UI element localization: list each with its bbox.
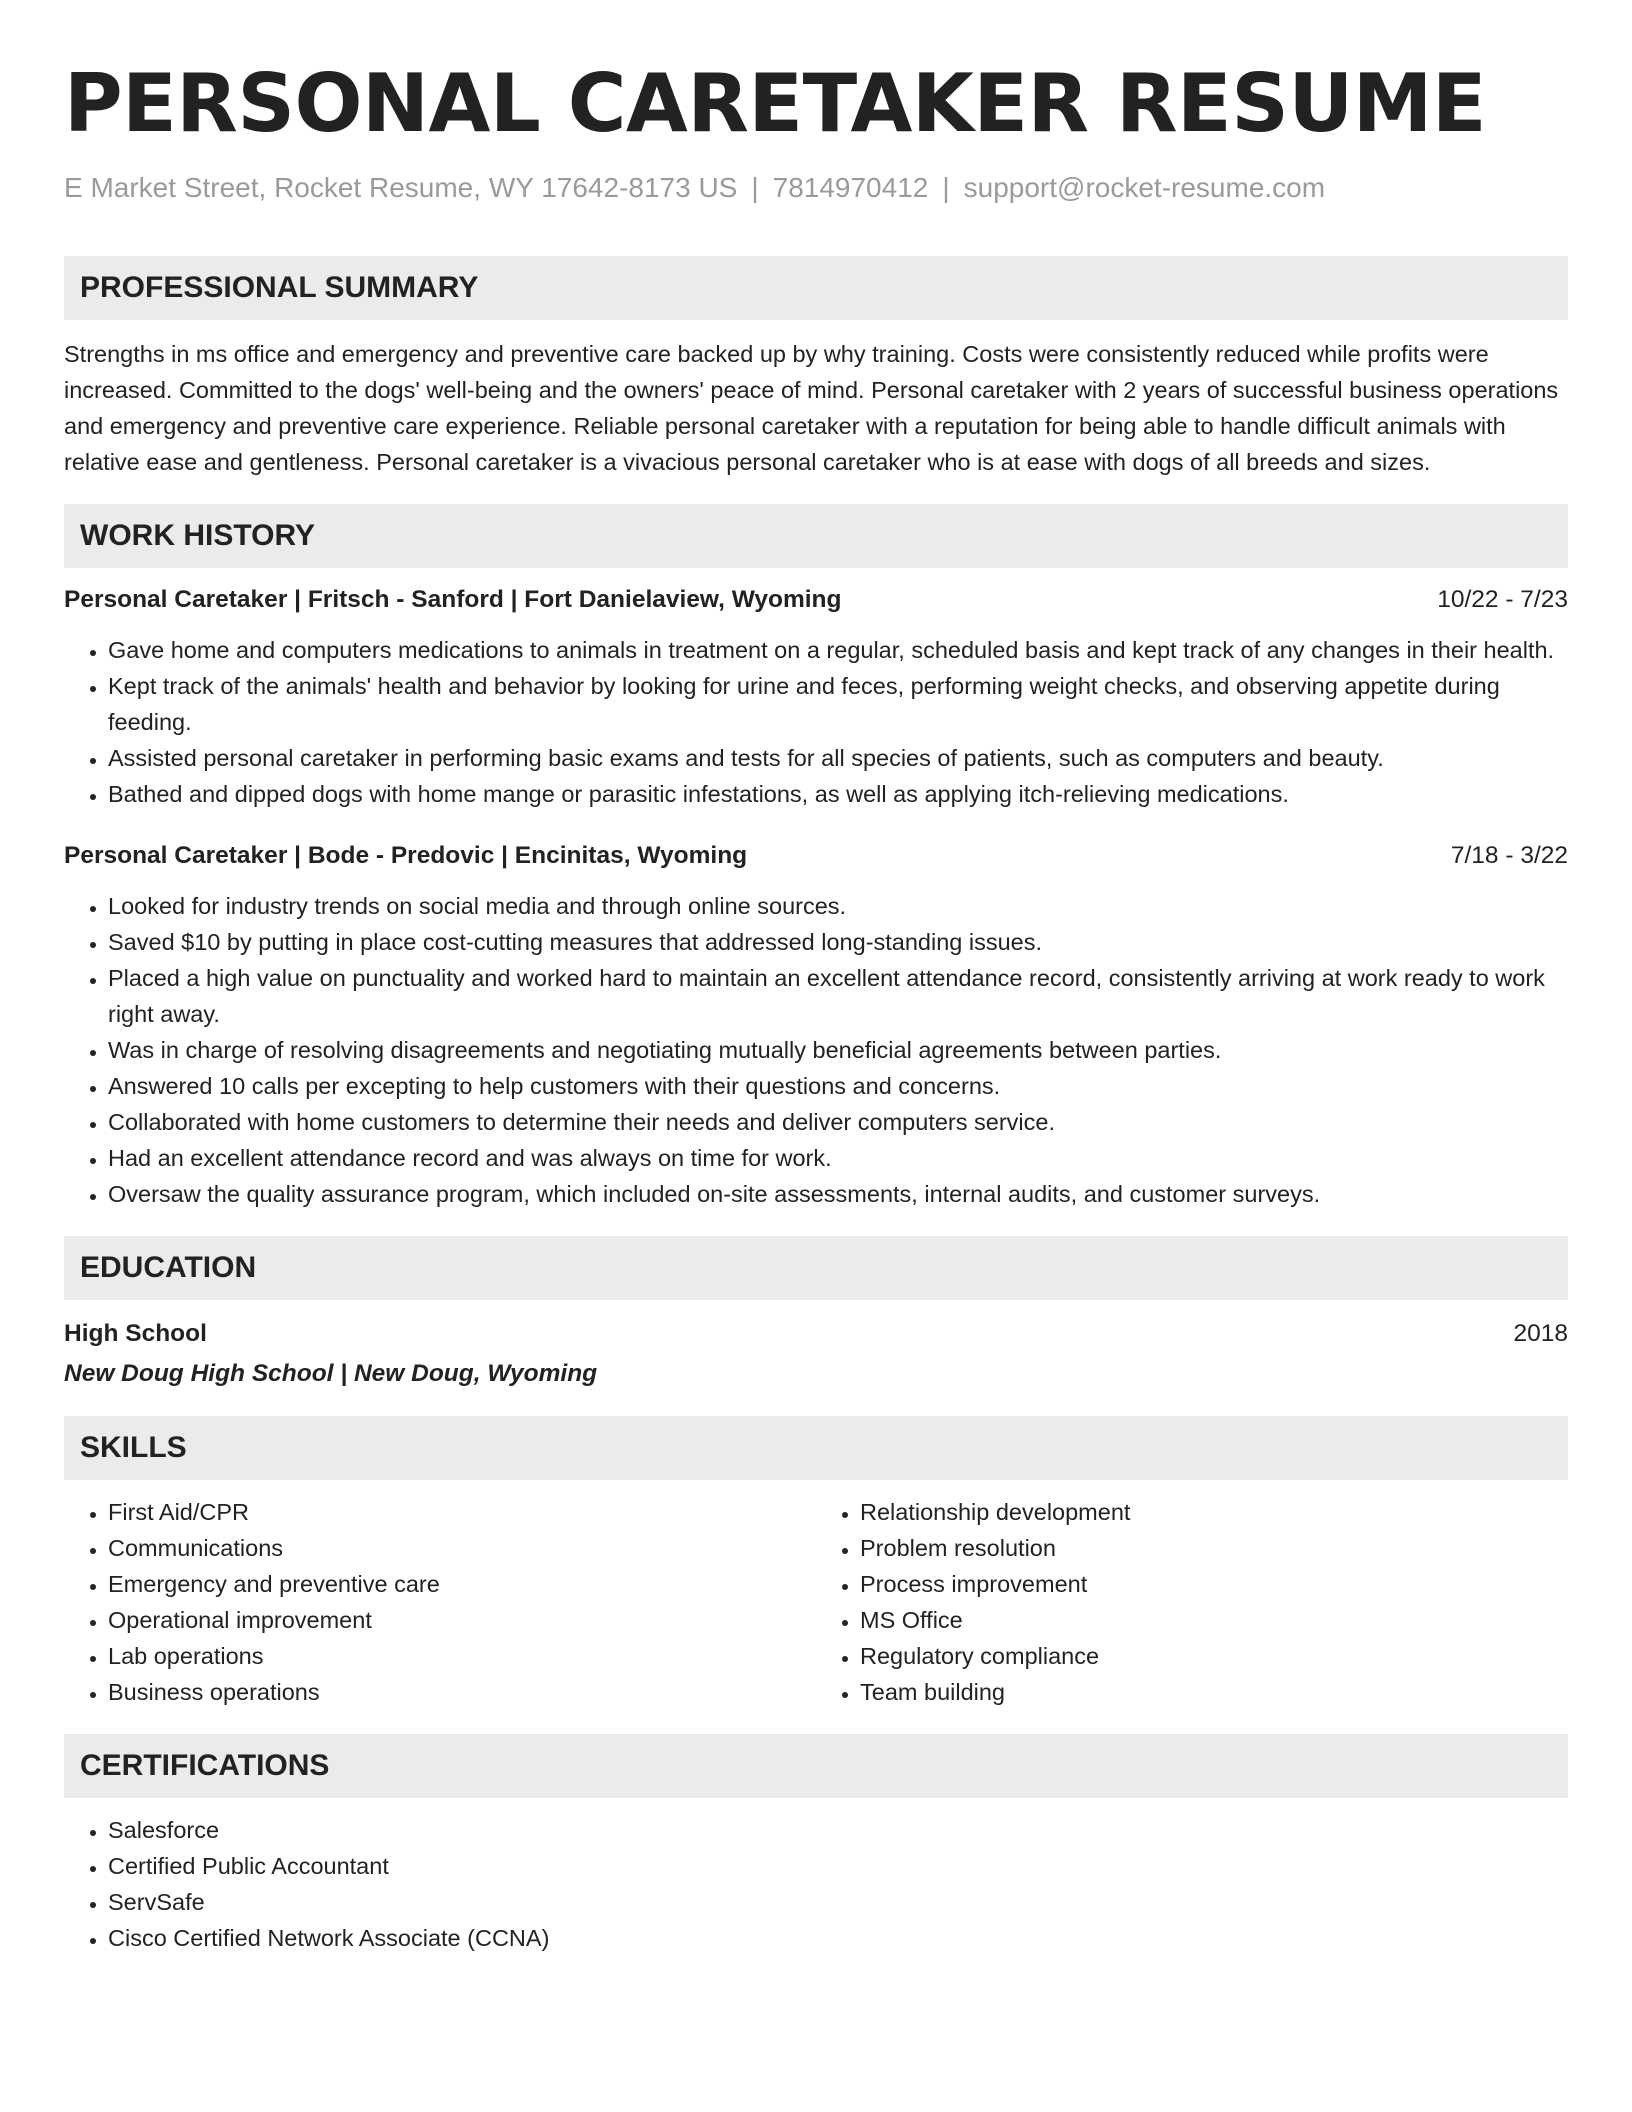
- job-bullet: • Collaborated with home customers to determine their needs and deliver computers service.: [108, 1104, 1568, 1140]
- skill-item: • Communications: [108, 1530, 816, 1566]
- job-bullet-list: [64, 632, 1568, 812]
- skill-item: • Regulatory compliance: [860, 1638, 1568, 1674]
- skill-item: • Emergency and preventive care: [108, 1566, 816, 1602]
- skill-item: • Problem resolution: [860, 1530, 1568, 1566]
- certifications-list: [64, 1812, 1568, 1956]
- certification-item: • ServSafe: [108, 1884, 1568, 1920]
- job-bullet: • Placed a high value on punctuality and worked hard to maintain an excellent attendance record, consistently arriving at work ready to work right away.: [108, 960, 1568, 1032]
- job-bullet: • Kept track of the animals' health and behavior by looking for urine and feces, performing weight checks, and observing appetite during feeding.: [108, 668, 1568, 740]
- education-header: [64, 1316, 1568, 1352]
- education-entry: [64, 1316, 1568, 1392]
- certification-item: • Salesforce: [108, 1812, 1568, 1848]
- education-school: New Doug High School | New Doug, Wyoming: [64, 1360, 598, 1387]
- certification-item: • Certified Public Accountant: [108, 1848, 1568, 1884]
- skills-list-left: [64, 1494, 816, 1710]
- education-section: [64, 1236, 1568, 1392]
- job-dates: 7/18 - 3/22: [1450, 842, 1568, 869]
- contact-line: [64, 170, 1568, 206]
- skill-item: • MS Office: [860, 1602, 1568, 1638]
- education-year: 2018: [1513, 1320, 1568, 1347]
- certifications-heading: CERTIFICATIONS: [64, 1734, 1568, 1798]
- job-bullet: • Answered 10 calls per excepting to help customers with their questions and concerns.: [108, 1068, 1568, 1104]
- job-entry: [64, 582, 1568, 812]
- job-entry: [64, 838, 1568, 1212]
- job-bullet: • Had an excellent attendance record and was always on time for work.: [108, 1140, 1568, 1176]
- skill-item: • Business operations: [108, 1674, 816, 1710]
- skills-list-right: [816, 1494, 1568, 1710]
- job-title: Personal Caretaker | Bode - Predovic | Encinitas, Wyoming: [64, 842, 748, 869]
- job-bullet: • Looked for industry trends on social media and through online sources.: [108, 888, 1568, 924]
- contact-email: support@rocket-resume.com: [963, 172, 1326, 203]
- job-bullet: • Oversaw the quality assurance program, which included on-site assessments, internal audits, and customer surveys.: [108, 1176, 1568, 1212]
- certifications-section: [64, 1734, 1568, 1956]
- contact-phone: 7814970412: [772, 172, 929, 203]
- skills-section: [64, 1416, 1568, 1710]
- job-dates: 10/22 - 7/23: [1437, 586, 1568, 613]
- skill-item: • Relationship development: [860, 1494, 1568, 1530]
- job-header: [64, 582, 1568, 618]
- work-history-heading: WORK HISTORY: [64, 504, 1568, 568]
- job-bullet-list: [64, 888, 1568, 1212]
- education-heading: EDUCATION: [64, 1236, 1568, 1300]
- contact-address: E Market Street, Rocket Resume, WY 17642-8173 US: [64, 172, 738, 203]
- job-bullet: • Bathed and dipped dogs with home mange or parasitic infestations, as well as applying itch-relieving medications.: [108, 776, 1568, 812]
- skill-item: • Team building: [860, 1674, 1568, 1710]
- skill-item: • First Aid/CPR: [108, 1494, 816, 1530]
- job-title: Personal Caretaker | Fritsch - Sanford | Fort Danielaview, Wyoming: [64, 586, 842, 613]
- contact-separator: |: [942, 172, 950, 203]
- job-bullet: • Was in charge of resolving disagreements and negotiating mutually beneficial agreements between parties.: [108, 1032, 1568, 1068]
- skills-grid: [64, 1494, 1568, 1710]
- certification-item: • Cisco Certified Network Associate (CCNA): [108, 1920, 1568, 1956]
- skill-item: • Operational improvement: [108, 1602, 816, 1638]
- job-header: [64, 838, 1568, 874]
- job-bullet: • Gave home and computers medications to animals in treatment on a regular, scheduled basis and kept track of any changes in their health.: [108, 632, 1568, 668]
- job-bullet: • Assisted personal caretaker in performing basic exams and tests for all species of patients, such as computers and beauty.: [108, 740, 1568, 776]
- job-bullet: • Saved $10 by putting in place cost-cutting measures that addressed long-standing issues.: [108, 924, 1568, 960]
- summary-text: Strengths in ms office and emergency and preventive care backed up by why training. Costs were consistently reduced while profits were increased. Committed to the dogs' well-being and the owners' peace of mind. Personal caretaker with 2 years of successful business operations and emergency and preventive care experience. Reliable personal caretaker with a reputation for being able to handle difficult animals with relative ease and gentleness. Personal caretaker is a vivacious personal caretaker who is at ease with dogs of all breeds and sizes.: [64, 341, 1559, 475]
- contact-separator: |: [751, 172, 759, 203]
- summary-heading: PROFESSIONAL SUMMARY: [64, 256, 1568, 320]
- skill-item: • Lab operations: [108, 1638, 816, 1674]
- resume-title: PERSONAL CARETAKER RESUME: [64, 57, 1487, 150]
- education-degree: High School: [64, 1320, 207, 1347]
- work-history-section: [64, 504, 1568, 1212]
- skill-item: • Process improvement: [860, 1566, 1568, 1602]
- skills-heading: SKILLS: [64, 1416, 1568, 1480]
- summary-section: [64, 256, 1568, 480]
